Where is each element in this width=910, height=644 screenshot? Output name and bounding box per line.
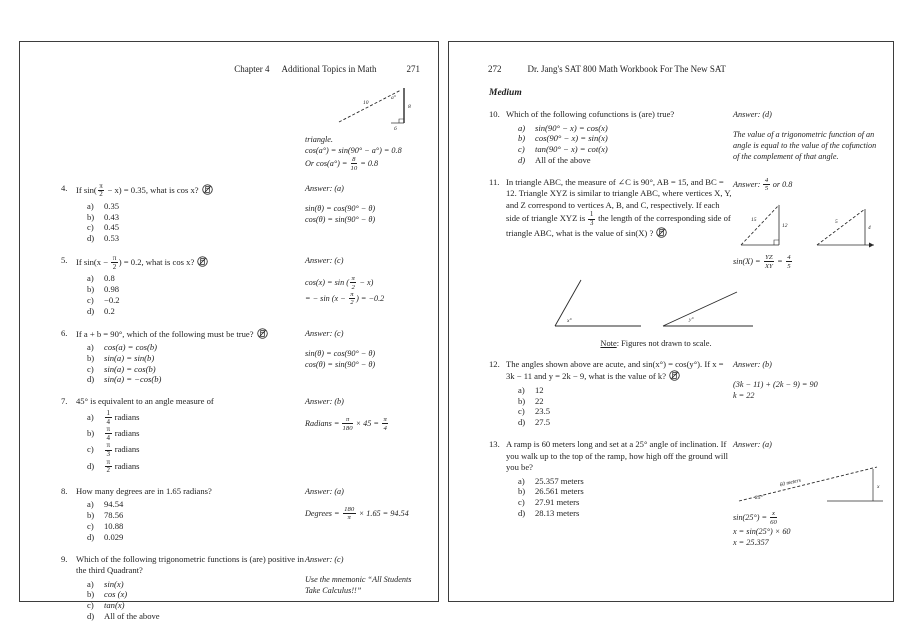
question-text-content: A ramp is 60 meters long and set at a 25° angle of inclination. If you walk up to the top of the ramp, how high off the ground will you be?	[506, 439, 729, 473]
question-number: 6.	[61, 327, 68, 338]
answer-work	[305, 275, 426, 306]
question-9	[61, 554, 426, 622]
answer-work	[305, 348, 426, 370]
option-a: a) 25.357 meters	[518, 475, 584, 486]
answer-label: Answer: $\frac{4}{5}$ or 0.8	[733, 176, 793, 193]
option-d: d) 0.029	[87, 531, 124, 542]
option-a: a) 0.35	[87, 200, 120, 211]
ramp-figure	[733, 455, 889, 507]
ramp-length-label: 60 meters	[779, 477, 802, 489]
question-text	[76, 183, 305, 199]
chapter-label: Chapter 4	[234, 64, 270, 74]
work-line: sin(θ) = cos(90° − θ)	[305, 203, 376, 213]
big-hypotenuse-label: 15	[751, 217, 757, 224]
no-calculator-icon	[197, 256, 208, 267]
option-d: d) 0.53	[87, 233, 120, 244]
option-b: b) 26.561 meters	[518, 486, 584, 497]
options	[518, 385, 733, 428]
question-number: 9.	[61, 553, 68, 564]
side-label: 8	[408, 104, 411, 110]
right-page-number: 272	[488, 64, 502, 74]
work-line: cos(θ) = sin(90° − θ)	[305, 214, 376, 224]
work-line: Radians = $\frac{\pi}{180}$ × 45 = $\frac{\pi}{4}$	[305, 416, 387, 432]
no-calculator-icon	[656, 227, 667, 238]
answer-work	[733, 510, 889, 548]
question-7	[61, 396, 426, 475]
work-line: cos(θ) = sin(90° − θ)	[305, 359, 376, 369]
question-number: 11.	[489, 176, 500, 187]
question-10	[489, 109, 881, 166]
answer-work	[733, 129, 881, 162]
answer-work	[305, 574, 426, 596]
no-calculator-icon	[669, 370, 680, 381]
question-text	[76, 255, 305, 271]
option-c: c) $\frac{\pi}{3}$ radians	[87, 441, 140, 459]
work-line: k = 22	[733, 390, 755, 400]
options	[87, 342, 305, 385]
ramp-angle-label: 25°	[755, 495, 763, 502]
option-c: c) 0.45	[87, 222, 120, 233]
option-d: d) 0.2	[87, 305, 115, 316]
work-line: (3k − 11) + (2k − 9) = 90	[733, 379, 818, 389]
carryover-answer-row	[61, 86, 426, 172]
answer-work	[305, 416, 426, 432]
acute-angles-figure	[541, 274, 771, 332]
question-number: 7.	[61, 396, 68, 407]
small-hypotenuse-label: 5	[835, 219, 838, 226]
option-b: b) 22	[518, 395, 544, 406]
option-a: a) sin(x)	[87, 578, 124, 589]
base-label: 6	[394, 126, 397, 132]
book-title: Dr. Jang's SAT 800 Math Workbook For The New SAT	[527, 64, 726, 74]
work-line: triangle.	[305, 135, 333, 144]
question-text	[506, 359, 733, 383]
answer-label: Answer: (a)	[733, 440, 772, 450]
option-a: a) sin(90° − x) = cos(x)	[518, 122, 608, 133]
question-number: 10.	[489, 109, 500, 119]
option-a: a) 0.8	[87, 273, 115, 284]
question-number: 4.	[61, 182, 68, 193]
answer-label: Answer: (b)	[305, 397, 344, 407]
answer-work	[733, 379, 881, 401]
answer-work	[305, 506, 426, 522]
option-c: c) tan(90° − x) = cot(x)	[518, 144, 608, 155]
answer-label: Answer: (c)	[305, 554, 344, 564]
option-b: b) 78.56	[87, 510, 124, 521]
left-page-header	[20, 64, 420, 74]
question-text-content: The angles shown above are acute, and sin(x°) = cos(y°). If x = 3k − 11 and y = 2k − 9, what is the value of k?	[506, 358, 724, 382]
question-number: 8.	[61, 485, 68, 496]
angle-label: a°	[391, 95, 396, 101]
section-heading: Medium	[489, 88, 522, 98]
options	[87, 273, 305, 316]
question-text	[76, 396, 305, 408]
option-c: c) 23.5	[518, 406, 551, 417]
no-calculator-icon	[202, 184, 213, 195]
question-5	[61, 255, 426, 316]
question-text-content: If sin( $\frac{\pi}{2}$ − x) = 0.35, what is cos x?	[76, 181, 199, 199]
small-side-label: 4	[868, 225, 871, 232]
option-c: c) tan(x)	[87, 600, 125, 611]
option-d: d) 27.5	[518, 417, 551, 428]
no-calculator-icon	[257, 328, 268, 339]
hypotenuse-label: 10	[363, 100, 369, 106]
question-4	[61, 183, 426, 244]
answer-work	[733, 254, 883, 270]
right-triangle-figure	[325, 86, 435, 132]
big-side-label: 12	[782, 223, 788, 230]
similar-triangles-figure	[733, 197, 883, 251]
question-11	[489, 177, 881, 270]
work-line: sin(θ) = cos(90° − θ)	[305, 348, 376, 358]
option-c: c) sin(a) = cos(b)	[87, 363, 156, 374]
right-page	[448, 41, 894, 602]
option-a: a) $\frac{1}{4}$ radians	[87, 408, 140, 426]
work-line: sin(X) = $\frac{YZ}{XY}$ = $\frac{4}{5}$	[733, 254, 791, 270]
right-page-header	[488, 64, 893, 74]
question-13	[489, 439, 881, 548]
work-line: = − sin (x − $\frac{\pi}{2}$ ) = −0.2	[305, 290, 385, 307]
work-line: cos(x) = sin ( $\frac{\pi}{2}$ − x)	[305, 275, 374, 291]
question-text-content: If sin(x − $\frac{\pi}{2}$ ) = 0.2, what is cos x?	[76, 254, 195, 271]
answer-label: Answer: (c)	[305, 256, 344, 266]
options	[87, 499, 305, 542]
angles-figure-block	[541, 274, 771, 348]
work-line: Use the mnemonic “All Students	[305, 574, 412, 584]
work-line: Take Calculus!!”	[305, 585, 362, 595]
carryover-work	[305, 134, 435, 172]
question-text	[506, 109, 733, 121]
answer-label: Answer: (a)	[305, 486, 344, 496]
question-12	[489, 359, 881, 428]
option-b: b) sin(a) = sin(b)	[87, 352, 155, 363]
answer-work	[305, 203, 426, 225]
question-text	[76, 486, 305, 498]
answer-label: Answer: (d)	[733, 110, 772, 119]
question-text	[76, 554, 305, 577]
option-c: c) 10.88	[87, 520, 124, 531]
question-text	[506, 439, 733, 474]
work-line: x = 25.357	[733, 537, 769, 547]
options	[518, 123, 733, 166]
option-b: b) cos(90° − x) = sin(x)	[518, 133, 608, 144]
option-a: a) 12	[518, 384, 544, 395]
work-line: Or cos(a°) = $\frac{8}{10}$ = 0.8	[305, 156, 379, 172]
work-line: The value of a trigonometric function of an angle is equal to the value of the cofunction of the complement of that angle.	[733, 130, 877, 161]
work-line: sin(25°) = $\frac{x}{60}$	[733, 510, 777, 526]
left-page	[19, 41, 439, 621]
question-number: 5.	[61, 255, 68, 266]
work-line: x = sin(25°) × 60	[733, 526, 791, 536]
right-angle-label: y°	[689, 316, 694, 323]
question-6	[61, 328, 426, 386]
answer-label: Answer: (c)	[305, 328, 344, 338]
question-text-content: 45° is equivalent to an angle measure of	[76, 396, 214, 407]
option-c: c) −0.2	[87, 294, 120, 305]
option-c: c) 27.91 meters	[518, 497, 580, 508]
work-line: cos(a°) = sin(90° − a°) = 0.8	[305, 146, 402, 155]
left-page-number: 271	[406, 64, 420, 74]
question-text-content: In triangle ABC, the measure of ∠C is 90°, AB = 15, and BC = 12. Triangle XYZ is similar to triangle ABC, where vertices X, Y, and Z correspond to vertices A, B, and C, respectively. If each side of triangle XYZ is $\frac{1}{3}$ the length of the corresponding side of triangle ABC, what is the value of sin(X) ?	[506, 176, 732, 239]
option-b: b) 0.98	[87, 284, 120, 295]
figure-note: Note: Figures not drawn to scale.	[600, 338, 712, 348]
option-d: d) sin(a) = −cos(b)	[87, 374, 162, 385]
options	[87, 410, 305, 475]
question-text	[76, 328, 305, 341]
answer-label: Answer: (b)	[733, 359, 772, 369]
option-d: d) All of the above	[87, 610, 160, 621]
ramp-height-label: x	[877, 484, 880, 491]
chapter-title: Additional Topics in Math	[281, 64, 377, 74]
option-b: b) $\frac{\pi}{4}$ radians	[87, 425, 140, 442]
options	[518, 476, 733, 519]
option-d: d) 28.13 meters	[518, 507, 580, 518]
work-line: Degrees = $\frac{180}{\pi}$ × 1.65 = 94.54	[305, 505, 409, 522]
options	[87, 201, 305, 244]
option-a: a) cos(a) = cos(b)	[87, 342, 158, 353]
question-number: 13.	[489, 439, 500, 450]
option-d: d) All of the above	[518, 154, 591, 165]
option-d: d) $\frac{\pi}{2}$ radians	[87, 457, 140, 475]
option-a: a) 94.54	[87, 499, 124, 510]
question-number: 12.	[489, 358, 500, 369]
question-text-content: How many degrees are in 1.65 radians?	[76, 485, 212, 496]
question-8	[61, 486, 426, 543]
left-angle-label: x°	[567, 317, 572, 324]
option-b: b) cos (x)	[87, 589, 128, 600]
question-text-content: If a + b = 90°, which of the following must be true?	[76, 328, 254, 339]
answer-label: Answer: (a)	[305, 183, 344, 193]
question-text-content: Which of the following cofunctions is (are) true?	[506, 109, 675, 119]
question-text-content: Which of the following trigonometric functions is (are) positive in the third Quadrant?	[76, 553, 304, 576]
option-b: b) 0.43	[87, 211, 120, 222]
options	[87, 579, 305, 622]
question-text	[506, 177, 733, 240]
